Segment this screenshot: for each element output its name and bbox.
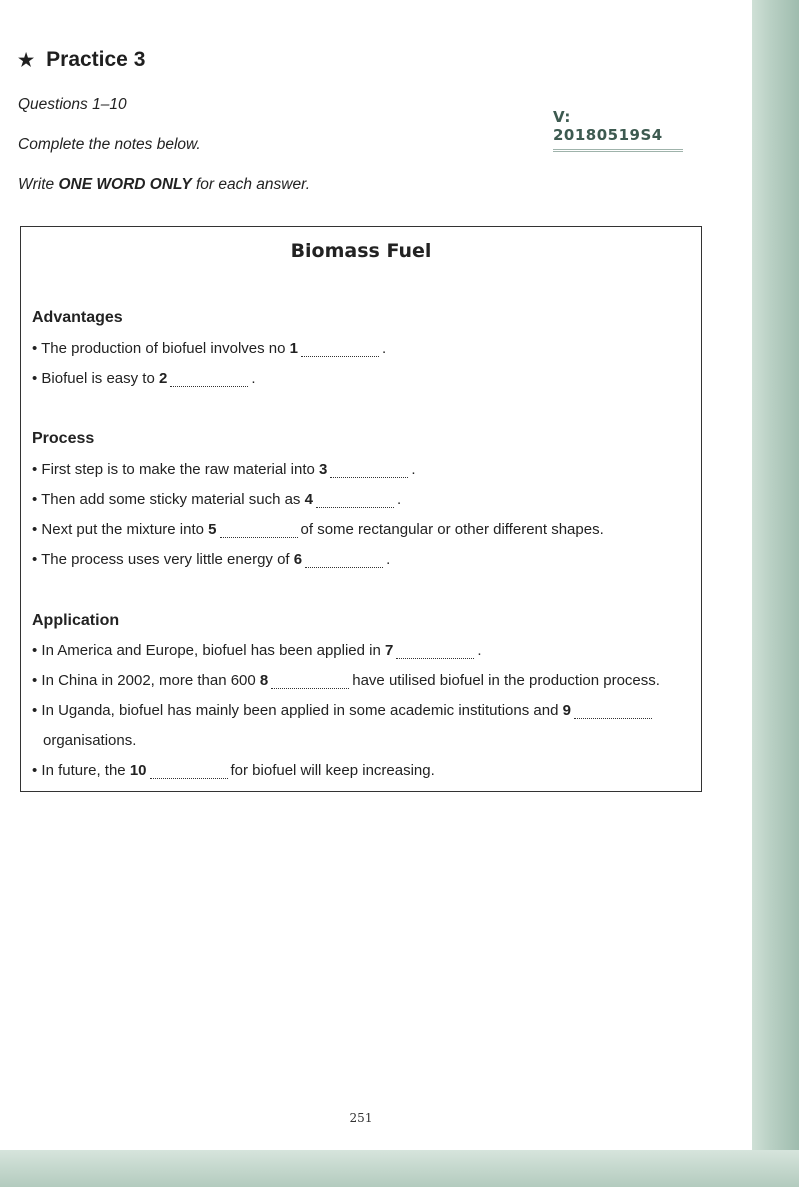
page-edge-right bbox=[752, 0, 799, 1187]
note-line-q5: • Next put the mixture into 5 of some rectangular or other different shapes. bbox=[32, 521, 604, 538]
note-line-q7: • In America and Europe, biofuel has been applied in 7 . bbox=[32, 642, 482, 659]
section-heading-advantages: Advantages bbox=[32, 309, 123, 326]
page-number: 251 bbox=[349, 1111, 373, 1125]
note-line-q3: • First step is to make the raw material into 3 . bbox=[32, 461, 416, 478]
answer-blank-9[interactable] bbox=[574, 717, 652, 719]
note-line-q2: • Biofuel is easy to 2 . bbox=[32, 370, 256, 387]
star-icon: ★ bbox=[18, 50, 35, 70]
answer-blank-5[interactable] bbox=[220, 536, 298, 538]
instruction-text: Complete the notes below. bbox=[18, 136, 201, 153]
note-line-q9-continuation: organisations. bbox=[43, 732, 137, 749]
answer-blank-2[interactable] bbox=[170, 385, 248, 387]
note-line-q9: • In Uganda, biofuel has mainly been applied in some academic institutions and 9 bbox=[32, 702, 655, 719]
answer-blank-6[interactable] bbox=[305, 566, 383, 568]
answer-blank-8[interactable] bbox=[271, 687, 349, 689]
answer-blank-3[interactable] bbox=[330, 476, 408, 478]
note-line-q10: • In future, the 10 for biofuel will keep increasing. bbox=[32, 762, 435, 779]
answer-blank-1[interactable] bbox=[301, 355, 379, 357]
answer-blank-7[interactable] bbox=[396, 657, 474, 659]
note-line-q1: • The production of biofuel involves no 1 . bbox=[32, 340, 387, 357]
note-line-q8: • In China in 2002, more than 600 8 have utilised biofuel in the production process. bbox=[32, 672, 660, 689]
notes-title: Biomass Fuel bbox=[290, 240, 432, 262]
practice-title: ★ Practice 3 bbox=[18, 48, 146, 71]
version-code: V: 20180519S4 bbox=[553, 108, 683, 152]
notes-box bbox=[20, 226, 702, 792]
note-line-q4: • Then add some sticky material such as 4 . bbox=[32, 491, 402, 508]
section-heading-process: Process bbox=[32, 430, 95, 447]
questions-range: Questions 1–10 bbox=[18, 96, 127, 113]
page-edge-bottom bbox=[0, 1150, 799, 1187]
word-limit-instruction: Write ONE WORD ONLY for each answer. bbox=[18, 176, 310, 193]
note-line-q6: • The process uses very little energy of 6 . bbox=[32, 551, 391, 568]
section-heading-application: Application bbox=[32, 612, 120, 629]
answer-blank-10[interactable] bbox=[150, 777, 228, 779]
answer-blank-4[interactable] bbox=[316, 506, 394, 508]
